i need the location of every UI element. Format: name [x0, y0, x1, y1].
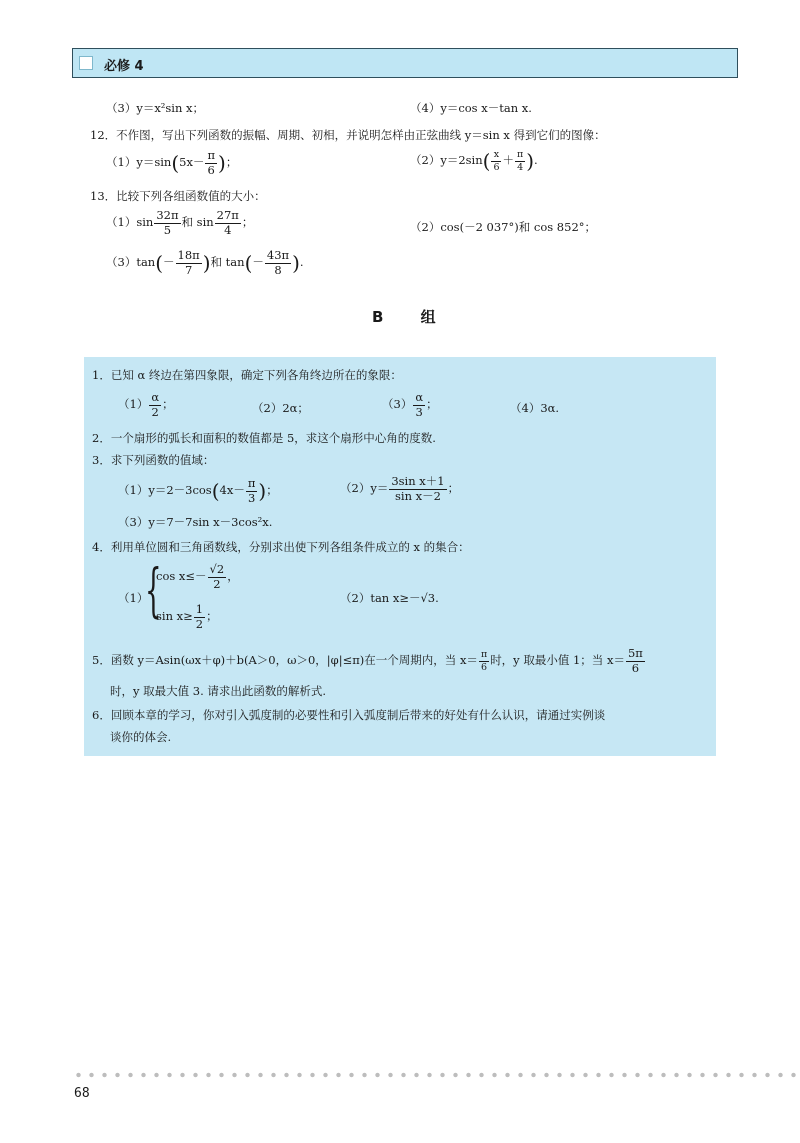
q11-part3: （3）y＝x²sin x； — [106, 101, 205, 115]
b-q3-part1: （1）y＝2－3cos(4x－ $\frac{\pi}{3}$ )； — [118, 476, 278, 505]
b-q4-part2: （2）tan x≥－√3. — [340, 591, 439, 605]
b-q1-stem: 1．已知 α 终边在第四象限，确定下列各角终边所在的象限： — [92, 368, 402, 382]
b-q4-part1-line2: sin x≥ $\frac{1}{2}$ ； — [156, 602, 218, 631]
b-q6-line2: 谈你的体会. — [110, 730, 172, 744]
chapter-title: 必修 4 — [104, 59, 144, 74]
q13-part1: （1）sin $\frac{32\pi}{5}$ 和 sin $\frac{27\pi}{4}$ ； — [106, 208, 254, 237]
b-q3-part3: （3）y＝7－7sin x－3cos²x. — [118, 515, 273, 529]
q12-part2: （2）y＝2sin( $\frac{x}{6}$ ＋ $\frac{\pi}{4}$ ). — [410, 149, 538, 173]
page-number: 68 — [74, 1086, 90, 1101]
b-q3-stem: 3．求下列函数的值域： — [92, 453, 215, 467]
b-q1-part2: （2）2α； — [252, 401, 309, 415]
b-q5-line1: 5．函数 y＝Asin(ωx＋φ)＋b(A＞0，ω＞0，|φ|≤π)在一个周期内，当 x＝ $\frac{\pi}{6}$ 时，y 取最小值 1；当 x＝ $\frac{5\pi}{6}$ — [92, 646, 643, 675]
b-q1-part1: （1） $\frac{\alpha}{2}$ ； — [118, 390, 174, 419]
q12-part1: （1）y＝sin(5x－ $\frac{\pi}{6}$ )； — [106, 148, 238, 177]
q13-part3: （3）tan(－ $\frac{18\pi}{7}$ )和 tan(－ $\frac{43\pi}{8}$ ). — [106, 248, 304, 277]
q11-part4: （4）y＝cos x－tan x. — [410, 101, 532, 115]
q13-stem: 13．比较下列各组函数值的大小： — [90, 189, 266, 203]
fraction: $\frac{\pi}{6}$ — [207, 148, 215, 177]
q12-stem: 12．不作图，写出下列函数的振幅、周期、初相，并说明怎样由正弦曲线 y＝sin x 得到它们的图像： — [90, 128, 606, 142]
header-square-icon — [79, 56, 93, 70]
b-q6-line1: 6．回顾本章的学习，你对引入弧度制的必要性和引入弧度制后带来的好处有什么认识，请通过实例谈 — [92, 708, 606, 722]
b-q4-part1-line1: cos x≤－ $\frac{√2}{2}$ ， — [156, 562, 239, 591]
b-q4-stem: 4．利用单位圆和三角函数线，分别求出使下列各组条件成立的 x 的集合： — [92, 540, 470, 554]
b-q3-part2: （2）y＝ $\frac{\text{3sin x＋1}}{\text{sin x－2}}$ ； — [340, 474, 460, 503]
chapter-header-bar — [72, 48, 738, 78]
footer-dotted-divider — [72, 1072, 800, 1078]
left-brace: { — [145, 556, 162, 624]
section-b-title: B 组 — [372, 308, 452, 326]
b-q1-part3: （3） $\frac{\alpha}{3}$ ； — [382, 390, 438, 419]
b-q4-part1-label: （1） — [118, 591, 149, 605]
b-q5-line2: 时，y 取最大值 3. 请求出此函数的解析式. — [110, 684, 327, 698]
b-q1-part4: （4）3α. — [510, 401, 560, 415]
q13-part2: （2）cos(－2 037°)和 cos 852°； — [410, 220, 597, 234]
b-q2-text: 2．一个扇形的弧长和面积的数值都是 5，求这个扇形中心角的度数. — [92, 431, 436, 445]
